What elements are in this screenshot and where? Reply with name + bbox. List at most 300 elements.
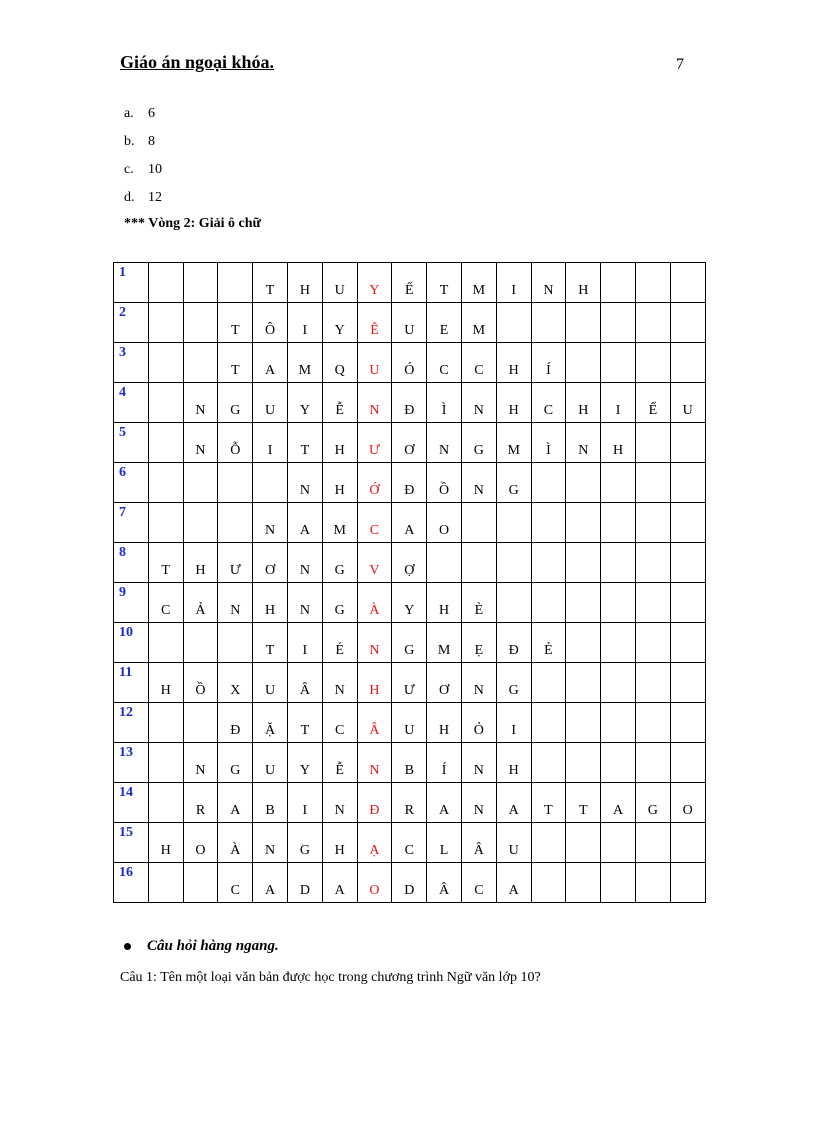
round-2-heading: *** Vòng 2: Giải ô chữ (124, 216, 261, 231)
letter-cell (496, 263, 531, 303)
letter-cell (392, 663, 427, 703)
letter-cell (148, 583, 183, 623)
letter-cell (461, 583, 496, 623)
crossword-letter: N (195, 403, 206, 418)
row-number-cell (114, 383, 149, 423)
answer-option (124, 160, 162, 188)
crossword-letter: N (195, 443, 206, 458)
crossword-letter: Ễ (335, 763, 344, 778)
crossword-letter: N (473, 803, 484, 818)
letter-cell (287, 463, 322, 503)
letter-cell (322, 503, 357, 543)
letter-cell (601, 423, 636, 463)
crossword-letter: H (299, 283, 310, 298)
empty-cell (566, 303, 601, 343)
empty-cell (670, 743, 705, 783)
crossword-letter: H (508, 363, 519, 378)
crossword-letter: C (474, 363, 484, 378)
crossword-letter: É (335, 643, 344, 658)
empty-cell (148, 863, 183, 903)
letter-cell (427, 303, 462, 343)
key-letter-cell (357, 743, 392, 783)
letter-cell (392, 303, 427, 343)
crossword-row (114, 703, 706, 743)
letter-cell (392, 583, 427, 623)
letter-cell (183, 823, 218, 863)
crossword-letter: N (230, 603, 241, 618)
empty-cell (601, 663, 636, 703)
crossword-letter: Ê (370, 323, 379, 338)
crossword-letter: Ớ (369, 483, 380, 498)
letter-cell (287, 343, 322, 383)
letter-cell (566, 263, 601, 303)
crossword-letter: Ẹ (474, 643, 484, 658)
crossword-letter: R (195, 803, 206, 818)
letter-cell (218, 823, 253, 863)
letter-cell (461, 343, 496, 383)
crossword-letter: U (265, 763, 276, 778)
crossword-letter: G (404, 643, 415, 658)
crossword-letter: G (334, 563, 345, 578)
empty-cell (218, 503, 253, 543)
crossword-letter: A (265, 363, 276, 378)
letter-cell (287, 543, 322, 583)
crossword-letter: Ế (404, 283, 414, 298)
crossword-letter: B (404, 763, 414, 778)
crossword-row (114, 423, 706, 463)
crossword-letter: U (404, 723, 415, 738)
key-letter-cell (357, 423, 392, 463)
crossword-letter: Í (546, 363, 551, 378)
crossword-letter: O (439, 523, 450, 538)
letter-cell (427, 783, 462, 823)
empty-cell (183, 503, 218, 543)
crossword-row (114, 263, 706, 303)
empty-cell (566, 503, 601, 543)
empty-cell (635, 663, 670, 703)
crossword-letter: G (230, 403, 241, 418)
crossword-letter: Ợ (404, 563, 415, 578)
letter-cell (218, 663, 253, 703)
key-letter-cell (357, 263, 392, 303)
letter-cell (496, 463, 531, 503)
crossword-letter: Ỗ (230, 443, 241, 458)
crossword-letter: Ư (369, 443, 380, 458)
key-letter-cell (357, 303, 392, 343)
empty-cell (566, 743, 601, 783)
letter-cell (496, 863, 531, 903)
crossword-letter: T (300, 723, 310, 738)
letter-cell (427, 343, 462, 383)
letter-cell (253, 743, 288, 783)
letter-cell (322, 743, 357, 783)
row-number: 7 (119, 505, 126, 520)
key-letter-cell (357, 823, 392, 863)
letter-cell (253, 583, 288, 623)
crossword-letter: N (265, 523, 276, 538)
crossword-letter: Â (473, 843, 484, 858)
crossword-letter: N (473, 683, 484, 698)
empty-cell (670, 543, 705, 583)
row-number-cell (114, 623, 149, 663)
crossword-letter: C (369, 523, 380, 538)
empty-cell (148, 263, 183, 303)
crossword-letter: Ó (404, 363, 415, 378)
letter-cell (322, 543, 357, 583)
row-number-cell (114, 303, 149, 343)
empty-cell (183, 703, 218, 743)
letter-cell (148, 823, 183, 863)
letter-cell (392, 743, 427, 783)
letter-cell (635, 383, 670, 423)
crossword-row (114, 623, 706, 663)
crossword-row (114, 503, 706, 543)
letter-cell (322, 343, 357, 383)
crossword-letter: Đ (508, 643, 519, 658)
letter-cell (322, 583, 357, 623)
row-number: 6 (119, 465, 126, 480)
crossword-letter: Â (299, 683, 310, 698)
row-number: 12 (119, 705, 133, 720)
letter-cell (253, 423, 288, 463)
empty-cell (635, 303, 670, 343)
crossword-letter: Ơ (265, 563, 276, 578)
letter-cell (218, 583, 253, 623)
row-number-cell (114, 543, 149, 583)
crossword-row (114, 543, 706, 583)
empty-cell (601, 343, 636, 383)
letter-cell (322, 263, 357, 303)
letter-cell (218, 423, 253, 463)
empty-cell (635, 343, 670, 383)
crossword-letter: O (369, 883, 380, 898)
option-letter: b. (124, 134, 135, 149)
crossword-letter: C (161, 603, 171, 618)
crossword-letter: M (298, 363, 312, 378)
document-title: Giáo án ngoại khóa. (120, 52, 275, 72)
empty-cell (218, 463, 253, 503)
crossword-letter: C (543, 403, 554, 418)
crossword-letter: G (334, 603, 345, 618)
crossword-letter: I (302, 323, 308, 338)
option-letter: d. (124, 190, 135, 205)
letter-cell (322, 303, 357, 343)
crossword-letter: Ư (229, 563, 241, 578)
row-number: 9 (119, 585, 126, 600)
letter-cell (461, 863, 496, 903)
empty-cell (670, 503, 705, 543)
row-number: 4 (119, 385, 126, 400)
crossword-letter: U (265, 683, 276, 698)
crossword-letter: H (578, 403, 589, 418)
crossword-letter: N (369, 643, 380, 658)
option-value: 12 (148, 190, 162, 205)
crossword-letter: D (404, 883, 415, 898)
empty-cell (148, 743, 183, 783)
crossword-letter: N (334, 683, 345, 698)
empty-cell (183, 863, 218, 903)
letter-cell (496, 343, 531, 383)
row-number-cell (114, 703, 149, 743)
crossword-row (114, 463, 706, 503)
crossword-letter: N (265, 843, 276, 858)
crossword-letter: H (508, 763, 519, 778)
letter-cell (322, 783, 357, 823)
crossword-letter: U (265, 403, 276, 418)
crossword-letter: U (334, 283, 345, 298)
empty-cell (670, 263, 705, 303)
answer-option (124, 188, 162, 216)
letter-cell (253, 343, 288, 383)
crossword-letter: I (511, 723, 516, 738)
crossword-row (114, 383, 706, 423)
letter-cell (287, 423, 322, 463)
letter-cell (427, 823, 462, 863)
letter-cell (183, 423, 218, 463)
letter-cell (392, 623, 427, 663)
row-number-cell (114, 263, 149, 303)
crossword-letter: C (404, 843, 414, 858)
letter-cell (218, 703, 253, 743)
crossword-letter: Ẻ (544, 643, 553, 658)
crossword-letter: O (682, 803, 693, 818)
key-letter-cell (357, 783, 392, 823)
letter-cell (531, 343, 566, 383)
empty-cell (566, 663, 601, 703)
row-number: 14 (119, 785, 133, 800)
letter-cell (322, 463, 357, 503)
crossword-letter: G (473, 443, 484, 458)
crossword-letter: N (369, 403, 380, 418)
empty-cell (183, 343, 218, 383)
crossword-row (114, 863, 706, 903)
empty-cell (566, 623, 601, 663)
crossword-letter: M (472, 323, 486, 338)
crossword-letter: A (508, 883, 519, 898)
key-letter-cell (357, 623, 392, 663)
letter-cell (392, 543, 427, 583)
letter-cell (670, 383, 705, 423)
option-letter: c. (124, 162, 134, 177)
letter-cell (461, 263, 496, 303)
letter-cell (183, 543, 218, 583)
crossword-row (114, 743, 706, 783)
empty-cell (148, 423, 183, 463)
letter-cell (218, 383, 253, 423)
crossword-letter: U (682, 403, 693, 418)
empty-cell (531, 743, 566, 783)
crossword-letter: A (299, 523, 310, 538)
crossword-letter: M (333, 523, 346, 538)
empty-cell (601, 463, 636, 503)
crossword-letter: A (508, 803, 519, 818)
crossword-letter: E (439, 323, 449, 338)
letter-cell (496, 383, 531, 423)
crossword-letter: I (267, 443, 273, 458)
crossword-letter: M (472, 283, 486, 298)
row-number: 5 (119, 425, 126, 440)
letter-cell (218, 303, 253, 343)
letter-cell (461, 303, 496, 343)
empty-cell (635, 543, 670, 583)
empty-cell (531, 543, 566, 583)
crossword-letter: N (543, 283, 554, 298)
empty-cell (148, 703, 183, 743)
row-number: 10 (119, 625, 133, 640)
row-number: 16 (119, 865, 133, 880)
letter-cell (253, 503, 288, 543)
letter-cell (566, 383, 601, 423)
empty-cell (670, 423, 705, 463)
crossword-row (114, 343, 706, 383)
letter-cell (461, 743, 496, 783)
empty-cell (635, 263, 670, 303)
empty-cell (531, 303, 566, 343)
letter-cell (531, 263, 566, 303)
crossword-letter: H (334, 443, 345, 458)
letter-cell (427, 463, 462, 503)
letter-cell (287, 663, 322, 703)
letter-cell (427, 263, 462, 303)
crossword-letter: A (612, 803, 624, 818)
empty-cell (601, 823, 636, 863)
row-number: 15 (119, 825, 133, 840)
empty-cell (496, 583, 531, 623)
letter-cell (635, 783, 670, 823)
letter-cell (461, 783, 496, 823)
crossword-letter: U (369, 363, 380, 378)
letter-cell (287, 503, 322, 543)
letter-cell (392, 343, 427, 383)
letter-cell (427, 423, 462, 463)
empty-cell (670, 703, 705, 743)
empty-cell (635, 623, 670, 663)
letter-cell (427, 503, 462, 543)
crossword-letter: Ư (403, 683, 415, 698)
crossword-letter: Ô (265, 323, 276, 338)
empty-cell (635, 863, 670, 903)
crossword-letter: G (230, 763, 241, 778)
answer-options (124, 104, 162, 216)
key-letter-cell (357, 863, 392, 903)
empty-cell (531, 503, 566, 543)
crossword-letter: H (265, 603, 276, 618)
crossword-letter: Í (441, 763, 447, 778)
crossword-letter: C (230, 883, 240, 898)
letter-cell (427, 703, 462, 743)
crossword-letter: Ơ (404, 443, 415, 458)
letter-cell (253, 543, 288, 583)
empty-cell (670, 663, 705, 703)
crossword-letter: C (439, 363, 449, 378)
empty-cell (531, 583, 566, 623)
letter-cell (183, 383, 218, 423)
letter-cell (461, 423, 496, 463)
key-letter-cell (357, 503, 392, 543)
crossword-letter: Y (299, 763, 310, 778)
crossword-letter: V (369, 563, 380, 578)
empty-cell (601, 743, 636, 783)
letter-cell (461, 623, 496, 663)
letter-cell (287, 783, 322, 823)
crossword-letter: H (612, 443, 624, 458)
crossword-letter: N (473, 763, 484, 778)
letter-cell (461, 463, 496, 503)
empty-cell (183, 623, 218, 663)
empty-cell (148, 623, 183, 663)
crossword-letter: Ể (648, 403, 658, 418)
letter-cell (183, 583, 218, 623)
letter-cell (287, 303, 322, 343)
crossword-letter: Đ (230, 723, 241, 738)
crossword-letter: A (230, 803, 241, 818)
letter-cell (496, 423, 531, 463)
letter-cell (461, 663, 496, 703)
letter-cell (322, 703, 357, 743)
crossword-letter: Ễ (335, 403, 344, 418)
page-number: 7 (676, 56, 684, 73)
empty-cell (670, 623, 705, 663)
empty-cell (531, 863, 566, 903)
letter-cell (601, 383, 636, 423)
crossword-letter: T (265, 283, 275, 298)
letter-cell (253, 663, 288, 703)
empty-cell (670, 463, 705, 503)
crossword-letter: A (265, 883, 276, 898)
empty-cell (566, 543, 601, 583)
answer-option (124, 132, 162, 160)
letter-cell (287, 743, 322, 783)
letter-cell (566, 423, 601, 463)
empty-cell (566, 583, 601, 623)
empty-cell (601, 863, 636, 903)
crossword-letter: X (230, 683, 241, 698)
letter-cell (218, 543, 253, 583)
crossword-letter: H (439, 723, 450, 738)
empty-cell (635, 503, 670, 543)
letter-cell (392, 863, 427, 903)
crossword-letter: G (299, 843, 310, 858)
letter-cell (392, 703, 427, 743)
crossword-letter: A (439, 803, 450, 818)
crossword-letter: T (231, 363, 240, 378)
crossword-letter: T (544, 803, 553, 818)
empty-cell (183, 263, 218, 303)
empty-cell (183, 303, 218, 343)
empty-cell (148, 503, 183, 543)
empty-cell (566, 343, 601, 383)
empty-cell (670, 583, 705, 623)
empty-cell (601, 623, 636, 663)
letter-cell (253, 623, 288, 663)
empty-cell (531, 463, 566, 503)
letter-cell (427, 583, 462, 623)
empty-cell (531, 823, 566, 863)
letter-cell (253, 863, 288, 903)
crossword-row (114, 663, 706, 703)
row-number-cell (114, 823, 149, 863)
empty-cell (218, 623, 253, 663)
crossword-letter: G (508, 683, 519, 698)
empty-cell (601, 263, 636, 303)
crossword-letter: Ạ (369, 843, 380, 858)
row-number-cell (114, 743, 149, 783)
crossword-letter: I (615, 403, 621, 418)
section-heading (124, 938, 279, 955)
crossword-letter: Đ (369, 803, 380, 818)
crossword-letter: H (160, 683, 171, 698)
empty-cell (566, 463, 601, 503)
